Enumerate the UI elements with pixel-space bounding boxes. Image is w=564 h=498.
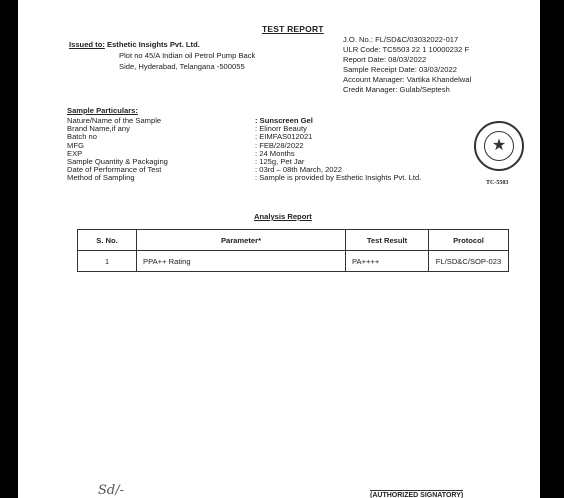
- address-line-2: Side, Hyderabad, Telangana -500055: [119, 62, 245, 71]
- issued-to-name: Esthetic Insights Pvt. Ltd.: [107, 40, 200, 49]
- sample-row-label: EXP: [67, 148, 83, 158]
- account-manager: Account Manager: Vartika Khandelwal: [343, 75, 472, 84]
- sample-row-value: : Sunscreen Gel: [255, 116, 313, 125]
- sample-particulars-heading: Sample Particulars:: [67, 106, 138, 115]
- sample-receipt-date: Sample Receipt Date: 03/03/2022: [343, 65, 457, 74]
- sample-row-label: Nature/Name of the Sample: [67, 116, 162, 125]
- seal-code: TC-5503: [486, 180, 509, 186]
- sample-row-label: Method of Sampling: [67, 173, 135, 183]
- sample-row-label: MFG: [67, 140, 84, 150]
- accreditation-seal-icon: [474, 121, 524, 171]
- col-parameter: Parameter*: [137, 230, 346, 251]
- cell-protocol: FL/SD&C/SOP-023: [429, 251, 509, 272]
- sample-row-label: Brand Name,if any: [67, 124, 130, 134]
- address-line-1: Plot no 45/A Indian oil Petrol Pump Back: [119, 51, 256, 60]
- signature: Sd/-: [98, 483, 124, 498]
- sample-row-value: : 125g, Pet Jar: [255, 157, 305, 166]
- analysis-report-heading: Analysis Report: [254, 212, 312, 221]
- report-meta: [343, 35, 471, 95]
- seal-star-icon: ★: [484, 131, 514, 161]
- analysis-header-row: [78, 230, 509, 251]
- sample-row-value: : EIMFAS012021: [255, 132, 313, 142]
- sample-row-value: : FEB/28/2022: [255, 140, 304, 150]
- sample-row-value: : Sample is provided by Esthetic Insights Pvt. Ltd.: [255, 173, 422, 183]
- cell-test-result: PA++++: [346, 251, 429, 272]
- jo-number: J.O. No.: FL/SD&C/03032022-017: [343, 35, 459, 44]
- cell-parameter: PPA++ Rating: [137, 251, 346, 272]
- sample-row-label: Sample Quantity & Packaging: [67, 157, 168, 166]
- report-title: TEST REPORT: [262, 24, 324, 34]
- analysis-table: [77, 229, 509, 272]
- authorized-signatory: (AUTHORIZED SIGNATORY): [370, 492, 464, 498]
- sample-row-value: : 03rd – 08th March, 2022: [255, 165, 342, 175]
- sample-row-value: : Elinorr Beauty: [255, 124, 307, 134]
- sample-row-label: Date of Performance of Test: [67, 165, 162, 175]
- col-protocol: Protocol: [429, 230, 509, 251]
- sample-row-label: Batch no: [67, 132, 97, 142]
- col-sno: S. No.: [78, 230, 137, 251]
- col-test-result: Test Result: [346, 230, 429, 251]
- report-date: Report Date: 08/03/2022: [343, 55, 427, 64]
- issued-to: [69, 40, 200, 50]
- report-page: [18, 0, 540, 498]
- sample-row-value: : 24 Months: [255, 148, 295, 158]
- issued-to-label: Issued to:: [69, 40, 105, 49]
- table-row: [78, 251, 509, 272]
- ulr-code: ULR Code: TC5503 22 1 10000232 F: [343, 45, 470, 54]
- credit-manager: Credit Manager: Gulab/Septesh: [343, 85, 450, 94]
- cell-sno: 1: [78, 251, 137, 272]
